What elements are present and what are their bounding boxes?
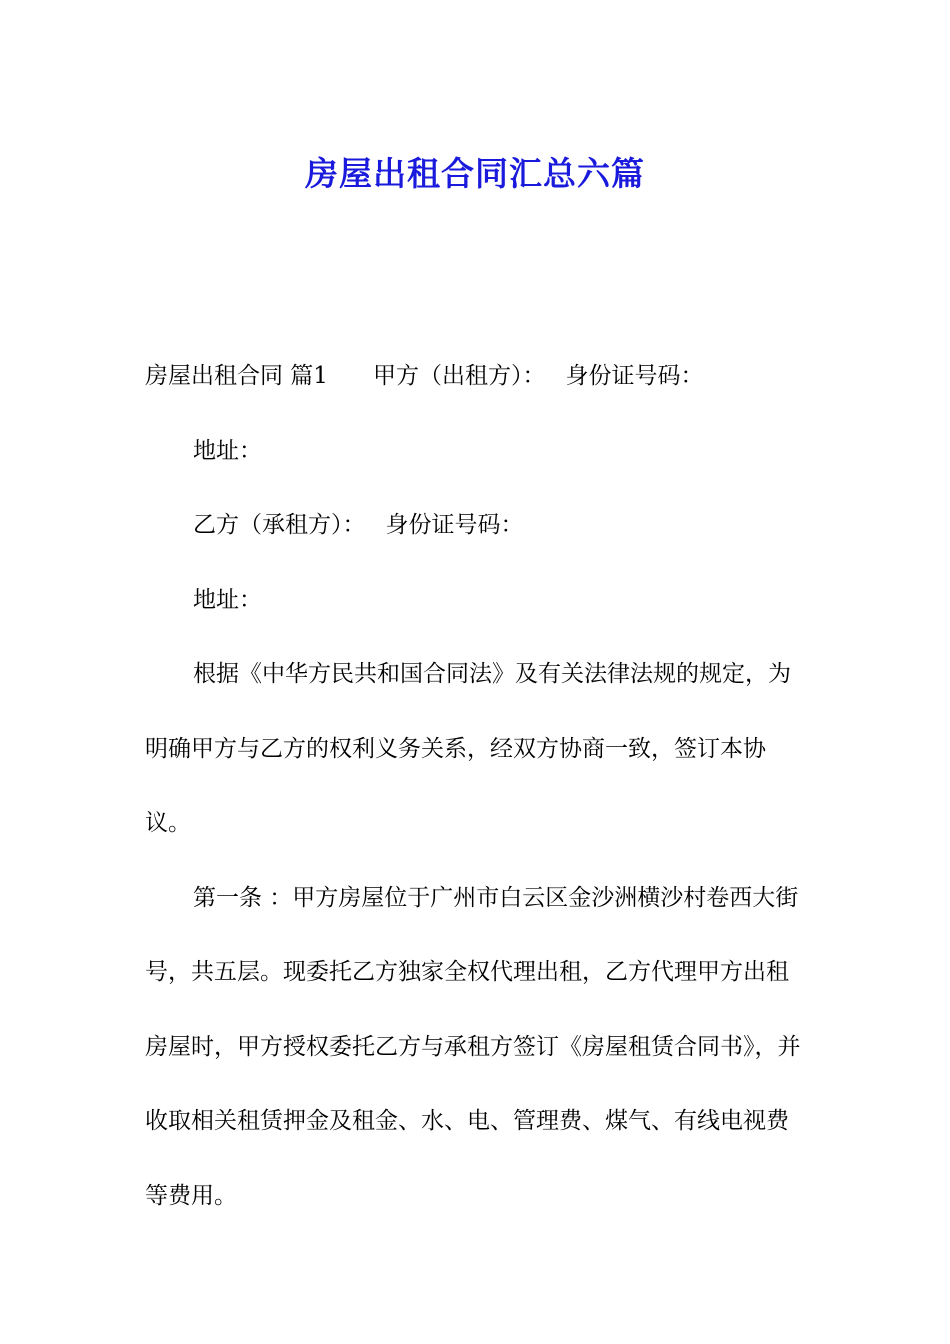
document-body (145, 339, 810, 1233)
party-a-id-label: 身份证号码： (565, 363, 704, 389)
article-1-paragraph: 第一条 ：甲方房屋位于广州市白云区金沙洲横沙村卷西大街 号，共五层。现委托乙方独家全权代理出租，乙方代理甲方出租房屋时，甲方授权委托乙方与承租方签订《房屋租赁合同书》，并收取相关租赁押金及租金、水、电、管理费、煤气、有线电视费等费用。 (145, 884, 801, 1209)
party-b-label: 乙方（承租方）： (193, 512, 366, 538)
party-b-address: 地址： (193, 586, 262, 613)
preamble-paragraph: 根据《中华方民共和国合同法》及有关法律法规的规定，为明确甲方与乙方的权利义务关系，经双方协商一致，签订本协议。 (145, 661, 791, 836)
party-a-address: 地址： (193, 437, 262, 464)
party-b-line (145, 488, 810, 563)
party-b-id-label: 身份证号码： (385, 512, 524, 538)
party-a-label: 甲方（出租方）： (372, 363, 546, 389)
document-title: 房屋出租合同汇总六篇 (305, 154, 645, 194)
section-label: 房屋出租合同 篇1 (145, 363, 328, 389)
contract-header-line (145, 339, 810, 414)
